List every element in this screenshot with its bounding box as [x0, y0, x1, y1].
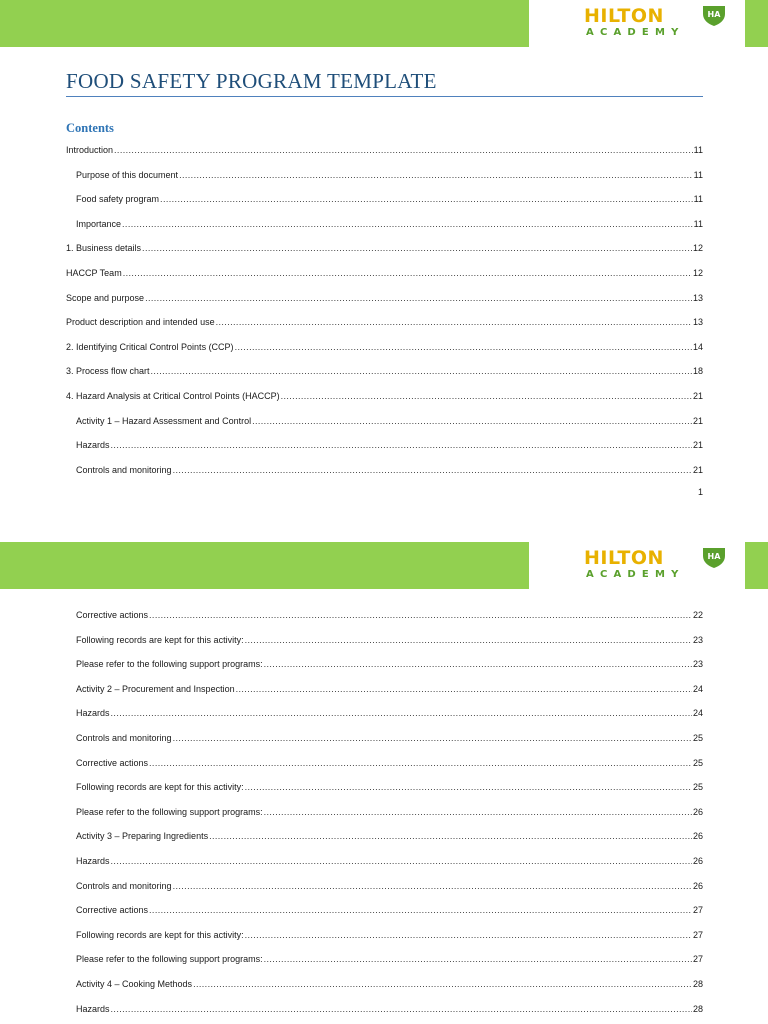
toc-entry-page: 18	[692, 366, 703, 377]
toc-entry[interactable]	[76, 952, 703, 966]
toc-entry-page: 21	[692, 464, 703, 475]
toc-entry[interactable]	[76, 463, 703, 477]
toc-entry-page: 12	[692, 268, 703, 278]
toc-entry[interactable]	[76, 928, 703, 942]
toc-entry[interactable]	[66, 315, 703, 329]
toc-entry-page: 21	[692, 391, 703, 401]
page-separator	[0, 520, 768, 542]
toc-entry-label: Corrective actions	[76, 610, 149, 620]
logo-monogram: HA	[707, 552, 721, 561]
toc-entry-page: 14	[692, 341, 703, 352]
toc-entry-page: 25	[692, 733, 703, 743]
toc-dot-leader	[111, 438, 692, 452]
toc-entry-page: 27	[692, 954, 703, 965]
toc-entry-page: 22	[692, 610, 703, 620]
toc-entry[interactable]	[76, 780, 703, 794]
toc-entry-page: 28	[692, 979, 703, 989]
toc-entry[interactable]	[76, 805, 703, 819]
toc-dot-leader	[264, 952, 692, 966]
toc-dot-leader	[122, 217, 693, 231]
header-bar-accent	[745, 542, 768, 589]
header-bar	[0, 542, 529, 589]
toc-entry-label: Corrective actions	[76, 905, 149, 916]
toc-entry-label: Following records are kept for this activity:	[76, 782, 244, 793]
toc-entry-page: 24	[692, 708, 703, 719]
toc-entry-label: Following records are kept for this activity:	[76, 929, 244, 940]
toc-entry-page: 12	[692, 243, 703, 254]
toc-dot-leader	[209, 829, 692, 843]
toc-entry[interactable]	[76, 168, 703, 182]
toc-entry[interactable]	[76, 217, 703, 231]
toc-entry-label: Hazards	[76, 1003, 110, 1014]
toc-entry-label: Introduction	[66, 145, 114, 155]
toc-dot-leader	[252, 414, 692, 428]
toc-entry-label: Product description and intended use	[66, 317, 215, 328]
toc-entry-label: Food safety program	[76, 194, 160, 205]
toc-entry-label: Controls and monitoring	[76, 880, 172, 891]
toc-entry-label: Importance	[76, 218, 122, 229]
toc-entry[interactable]	[76, 633, 703, 647]
toc-entry-page: 26	[692, 880, 703, 891]
toc-dot-leader	[149, 756, 692, 770]
header-bar-accent	[745, 0, 768, 47]
toc-entry-label: Scope and purpose	[66, 292, 145, 303]
toc-entry-page: 23	[692, 634, 703, 645]
toc-dot-leader	[236, 682, 692, 696]
toc-entry-page: 11	[693, 145, 703, 155]
toc-dot-leader	[149, 903, 692, 917]
toc-entry-label: Controls and monitoring	[76, 464, 172, 475]
toc-entry-page: 23	[692, 659, 703, 670]
toc-dot-leader	[264, 657, 692, 671]
toc-entry-label: Please refer to the following support programs:	[76, 806, 263, 817]
toc-entry[interactable]	[76, 756, 703, 770]
toc-entry-label: Hazards	[76, 708, 110, 719]
toc-entry-label: 2. Identifying Critical Control Points (CCP)	[66, 341, 234, 352]
toc-entry[interactable]	[66, 340, 703, 354]
toc-dot-leader	[111, 1002, 692, 1016]
toc-entry[interactable]	[76, 903, 703, 917]
toc-entry-label: Activity 3 – Preparing Ingredients	[76, 831, 209, 842]
logo-monogram: HA	[707, 10, 721, 19]
toc-dot-leader	[193, 977, 692, 991]
toc-entry-label: Activity 1 – Hazard Assessment and Control	[76, 415, 252, 426]
title-divider	[66, 96, 703, 97]
toc-entry-page: 11	[693, 218, 703, 229]
header-bar	[0, 0, 529, 47]
toc-entry-page: 21	[692, 415, 703, 426]
toc-entry-label: Following records are kept for this activity:	[76, 634, 244, 645]
toc-entry[interactable]	[66, 143, 703, 157]
toc-entry[interactable]	[76, 1002, 703, 1016]
toc-entry-label: Purpose of this document	[76, 169, 179, 180]
toc-entry-page: 24	[692, 683, 703, 694]
toc-entry-label: Hazards	[76, 856, 110, 866]
toc-entry[interactable]	[76, 731, 703, 745]
hilton-academy-logo	[584, 5, 734, 41]
toc-entry[interactable]	[76, 879, 703, 893]
toc-entry-page: 11	[693, 194, 703, 205]
toc-entry[interactable]	[76, 657, 703, 671]
toc-dot-leader	[245, 633, 692, 647]
toc-dot-leader	[216, 315, 692, 329]
toc-dot-leader	[123, 266, 692, 280]
toc-dot-leader	[173, 731, 692, 745]
toc-entry-page: 27	[692, 929, 703, 940]
toc-entry-label: Activity 4 – Cooking Methods	[76, 979, 193, 989]
toc-dot-leader	[142, 241, 692, 255]
toc-dot-leader	[173, 463, 692, 477]
toc-entry[interactable]	[76, 192, 703, 206]
toc-entry-label: 3. Process flow chart	[66, 366, 150, 377]
toc-dot-leader	[149, 608, 692, 622]
toc-entry-label: HACCP Team	[66, 268, 122, 278]
toc-entry[interactable]	[76, 682, 703, 696]
logo-wordmark: HILTON	[584, 547, 664, 569]
toc-entry-label: Please refer to the following support programs:	[76, 659, 263, 670]
logo-subtitle: ACADEMY	[586, 569, 685, 580]
toc-entry-page: 26	[692, 806, 703, 817]
document-page-2	[0, 542, 768, 1024]
toc-entry-page: 26	[692, 831, 703, 842]
toc-entry-label: 1. Business details	[66, 243, 142, 254]
document-title: FOOD SAFETY PROGRAM TEMPLATE	[66, 69, 437, 93]
toc-entry[interactable]	[66, 266, 703, 280]
toc-entry[interactable]	[66, 241, 703, 255]
toc-entry-page: 28	[692, 1003, 703, 1014]
page-number: 1	[697, 487, 703, 497]
toc-entry-page: 27	[692, 905, 703, 916]
toc-entry-page: 25	[692, 782, 703, 793]
logo-subtitle: ACADEMY	[586, 27, 685, 38]
contents-heading: Contents	[66, 121, 114, 135]
toc-entry-label: Controls and monitoring	[76, 733, 172, 743]
toc-entry[interactable]	[66, 389, 703, 403]
toc-dot-leader	[264, 805, 692, 819]
toc-dot-leader	[111, 854, 692, 868]
toc-entry[interactable]	[66, 364, 703, 378]
toc-dot-leader	[245, 780, 692, 794]
toc-entry-label: Hazards	[76, 440, 110, 451]
toc-entry-label: 4. Hazard Analysis at Critical Control Points (HACCP)	[66, 391, 280, 401]
toc-entry[interactable]	[76, 977, 703, 991]
toc-dot-leader	[145, 291, 692, 305]
toc-entry[interactable]	[76, 414, 703, 428]
logo-wordmark: HILTON	[584, 5, 664, 27]
toc-entry[interactable]	[76, 854, 703, 868]
toc-dot-leader	[114, 143, 693, 157]
toc-dot-leader	[235, 340, 692, 354]
toc-entry-page: 21	[692, 440, 703, 451]
toc-entry-label: Activity 2 – Procurement and Inspection	[76, 683, 235, 694]
toc-entry-page: 26	[692, 856, 703, 866]
toc-dot-leader	[245, 928, 692, 942]
toc-dot-leader	[179, 168, 693, 182]
toc-entry-page: 13	[692, 317, 703, 328]
toc-entry[interactable]	[76, 706, 703, 720]
toc-entry[interactable]	[76, 829, 703, 843]
toc-dot-leader	[160, 192, 693, 206]
toc-entry-label: Please refer to the following support programs:	[76, 954, 263, 965]
toc-entry[interactable]	[66, 291, 703, 305]
shield-icon	[702, 547, 726, 569]
toc-entry-label: Corrective actions	[76, 757, 149, 768]
shield-icon	[702, 5, 726, 27]
toc-entry[interactable]	[76, 608, 703, 622]
toc-entry-page: 13	[692, 292, 703, 303]
toc-dot-leader	[173, 879, 692, 893]
toc-dot-leader	[151, 364, 692, 378]
toc-dot-leader	[281, 389, 692, 403]
toc-entry-page: 11	[693, 169, 703, 180]
toc-entry[interactable]	[76, 438, 703, 452]
toc-dot-leader	[111, 706, 692, 720]
hilton-academy-logo	[584, 547, 734, 583]
toc-entry-page: 25	[692, 757, 703, 768]
